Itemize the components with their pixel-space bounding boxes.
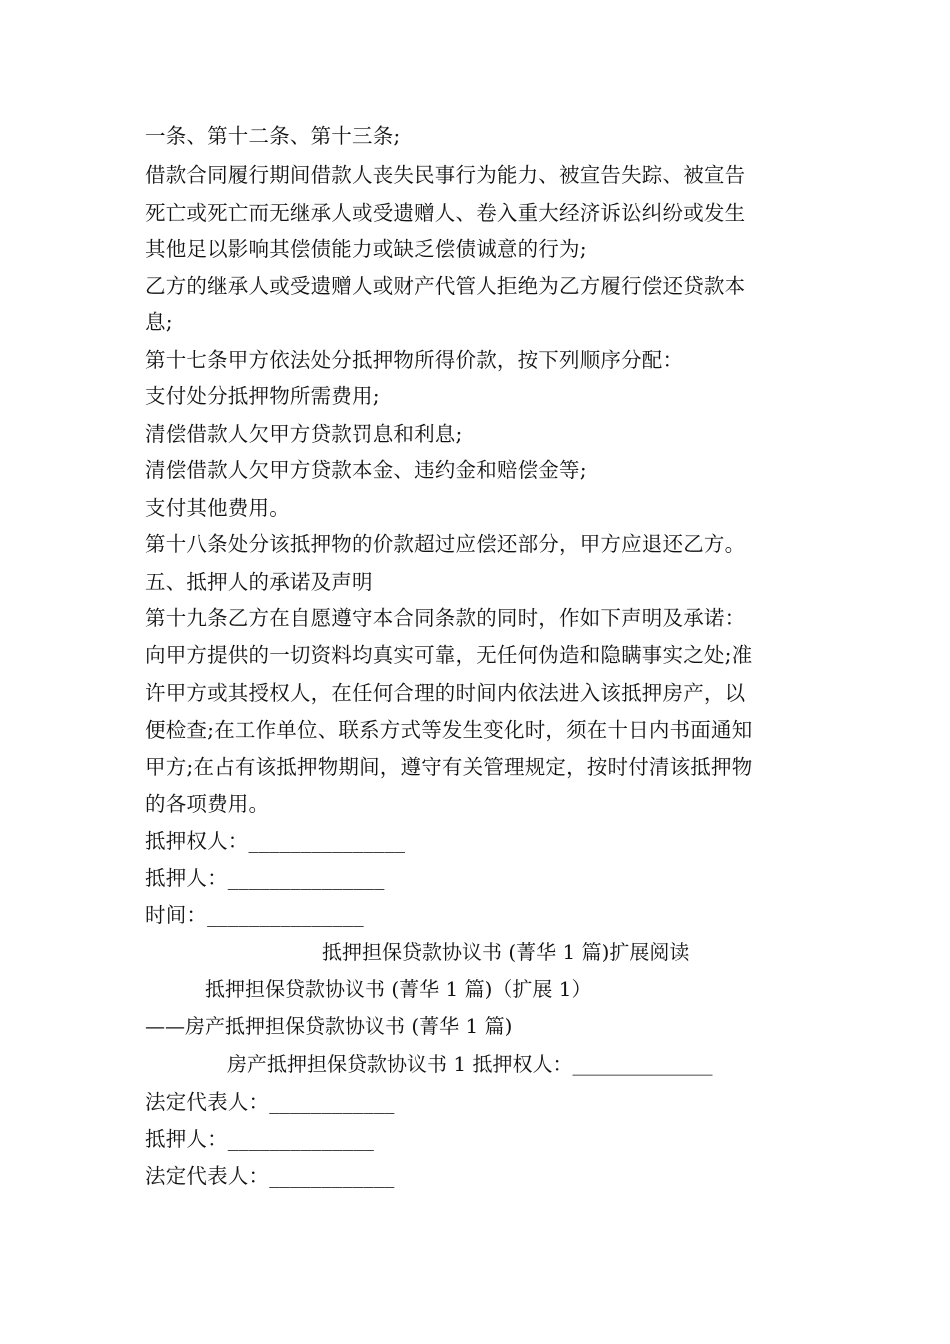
body-line-1: 一条、第十二条、第十三条; [145, 124, 401, 148]
body-line-3: 死亡或死亡而无继承人或受遗赠人、卷入重大经济诉讼纠纷或发生 [145, 201, 746, 225]
body-line-16: 许甲方或其授权人，在任何合理的时间内依法进入该抵押房产，以 [145, 681, 746, 705]
sub-title: 房产抵押担保贷款协议书 1 抵押权人：______________ [227, 1052, 713, 1076]
body-line-14: 第十九条乙方在自愿遵守本合同条款的同时，作如下声明及承诺： [145, 606, 746, 630]
extended-reading-title: 抵押担保贷款协议书 (菁华 1 篇)扩展阅读 [322, 940, 690, 964]
party-mortgagor: 抵押人：______________ [145, 1127, 375, 1151]
body-line-8: 支付处分抵押物所需费用; [145, 384, 380, 408]
body-line-11: 支付其他费用。 [145, 496, 290, 520]
body-line-17: 便检查;在工作单位、联系方式等发生变化时，须在十日内书面通知 [145, 718, 753, 742]
legal-representative-2: 法定代表人：____________ [145, 1164, 395, 1188]
body-line-12: 第十八条处分该抵押物的价款超过应偿还部分，甲方应退还乙方。 [145, 532, 746, 556]
body-line-6: 息; [145, 310, 173, 334]
section-heading: 五、抵押人的承诺及声明 [145, 570, 373, 594]
dash-title: ——房产抵押担保贷款协议书 (菁华 1 篇) [145, 1014, 513, 1038]
body-line-2: 借款合同履行期间借款人丧失民事行为能力、被宣告失踪、被宣告 [145, 163, 746, 187]
body-line-4: 其他足以影响其偿债能力或缺乏偿债诚意的行为; [145, 237, 587, 261]
body-line-18: 甲方;在占有该抵押物期间，遵守有关管理规定，按时付清该抵押物 [145, 755, 753, 779]
body-line-15: 向甲方提供的一切资料均真实可靠，无任何伪造和隐瞒事实之处;准 [145, 643, 753, 667]
signature-mortgagee: 抵押权人：_______________ [145, 829, 406, 853]
legal-representative-1: 法定代表人：____________ [145, 1090, 395, 1114]
signature-date: 时间：_______________ [145, 903, 364, 927]
body-line-9: 清偿借款人欠甲方贷款罚息和利息; [145, 422, 463, 446]
extension-title: 抵押担保贷款协议书 (菁华 1 篇)（扩展 1） [205, 977, 592, 1001]
body-line-10: 清偿借款人欠甲方贷款本金、违约金和赔偿金等; [145, 458, 587, 482]
body-line-5: 乙方的继承人或受遗赠人或财产代管人拒绝为乙方履行偿还贷款本 [145, 274, 746, 298]
body-line-7: 第十七条甲方依法处分抵押物所得价款，按下列顺序分配： [145, 348, 684, 372]
body-line-19: 的各项费用。 [145, 792, 270, 816]
signature-mortgagor: 抵押人：_______________ [145, 866, 385, 890]
